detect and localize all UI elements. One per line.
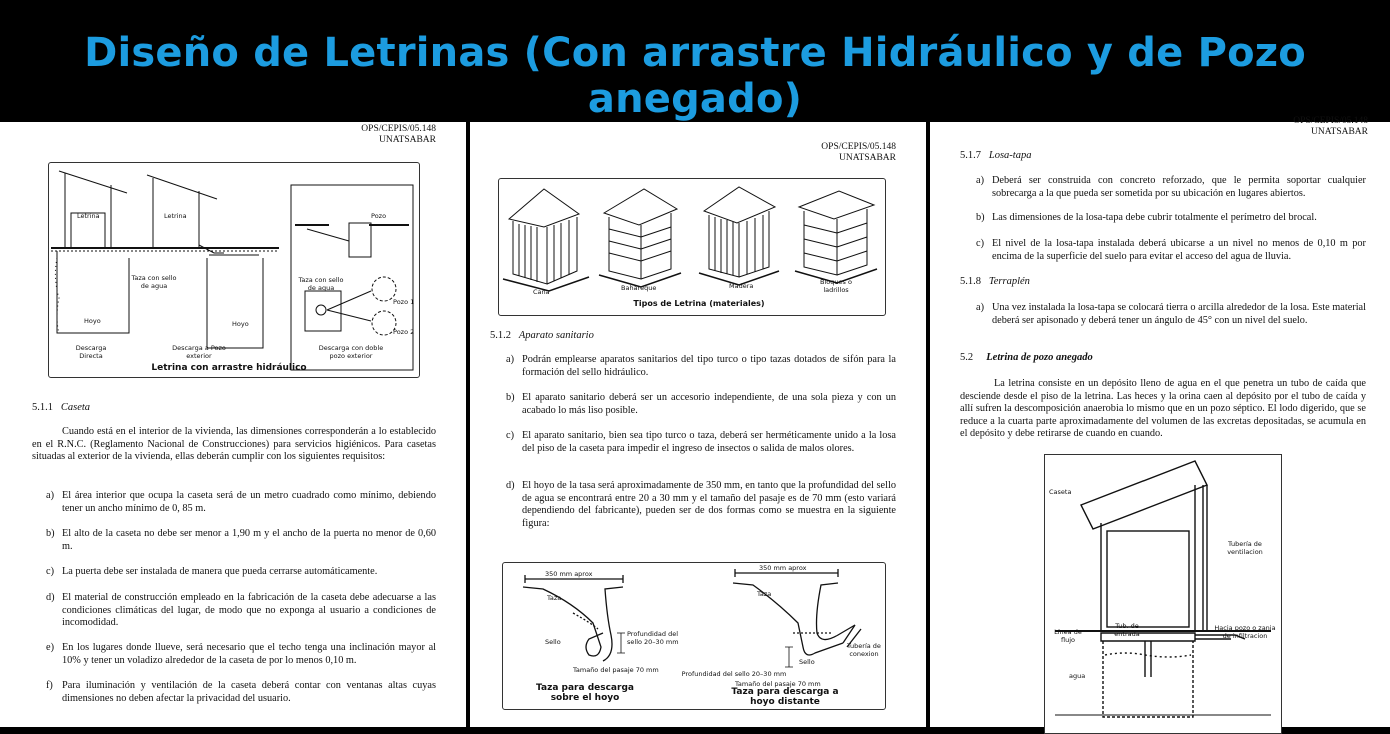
label-bahareque: Bahareque [621,284,657,292]
list-item: a) Podrán emplearse aparatos sanitarios del tipo turco o tipo tazas dotados de sifón para la formación del sello hidráulico. [506,354,896,378]
list-item: d) El material de construcción empleado en la fabricación de la caseta debe adecuarse a las condiciones climáticas del lugar, de modo que no exponga al usuario a condiciones de incomodidad. [46,592,436,629]
label-pozo: Pozo [371,212,387,220]
label-pasaje-1: Tamaño del pasaje 70 mm [573,666,659,674]
label-descarga-directa: Descarga Directa [75,344,107,360]
section-heading-losa: 5.1.7 Losa-tapa [960,150,1032,161]
flooded-pit-drawing [1045,455,1281,733]
label-caseta: Caseta [1049,488,1072,496]
caption-taza-hoyo: Taza para descarga sobre el hoyo [536,683,634,703]
figure-caption: Tipos de Letrina (materiales) [633,299,765,308]
label-bloques: Bloques o ladrillos [820,278,852,294]
document-page-3 [930,116,1390,727]
list-item: c) La puerta debe ser instalada de manera que pueda cerrarse automáticamente. [46,566,378,577]
list-item: b) Las dimensiones de la losa-tapa debe cubrir totalmente el perímetro del brocal. [976,212,1317,223]
list-item: c) El nivel de la losa-tapa instalada deberá ubicarse a un nivel no menos de 0,10 m por encima de la superficie del suelo para evitar el acceso del agua de lluvia. [976,238,1366,262]
label-profundidad-2: Profundidad del sello 20–30 mm [681,670,787,678]
label-descarga-pozo: Descarga a Pozo exterior [172,344,226,360]
label-taza-2: Taza [757,590,772,598]
label-sello-2: Sello [799,658,815,666]
label-descarga-doble: Descarga con doble pozo exterior [318,344,384,360]
label-taza-sello: Taza con sello de agua [131,274,177,290]
label-cana: Caña [533,288,550,296]
label-sello-1: Sello [545,638,561,646]
label-hacia-pozo: Hacia pozo o zanja de infiltracion [1214,624,1276,640]
section-heading-terraplen: 5.1.8 Terraplén [960,276,1030,287]
document-page-1 [0,122,466,727]
label-profundidad-1: Profundidad del sello 20–30 mm [627,630,679,646]
label-letrina-1: Letrina [77,212,100,220]
toilet-bowl-figure [502,562,886,710]
pozo-anegado-paragraph: La letrina consiste en un depósito lleno de agua en el que penetra un tubo de caída que desciende desde el piso de la letrina. Las heces y la orina caen al depósito por el tubo de caída y allí sufren la descomposición anaerobia lo mismo que en un pozo séptico. El lodo digerido, que se reduce a la cuarta parte aproximadamente del volumen de las excretas depositadas, se acumula en el depósito y debe retirarse de cuando en cuando. [960,378,1366,440]
label-linea-flujo: Línea de flujo [1054,628,1082,644]
flooded-pit-figure [1044,454,1282,734]
list-item: a) Deberá ser construida con concreto reforzado, que le permita soportar cualquier sobrecarga a la que pueda ser sometida por su ubicación en lugares abiertos. [976,175,1366,199]
section-heading-aparato: 5.1.2 Aparato sanitario [490,330,594,341]
intro-paragraph: Cuando está en el interior de la vivienda, las dimensiones corresponderán a lo establecido en el R.N.C. (Reglamento Nacional de Construcciones) para servicios higiénicos. Para casetas situadas al exterior de la vivienda, ellas deberán cumplir con los siguientes requisitos: [32,426,436,463]
label-pozo-2: Pozo 2 [393,328,415,336]
document-page-2 [470,122,926,727]
label-madera: Madera [729,282,754,290]
label-pasaje-2: Tamaño del pasaje 70 mm [735,680,821,688]
label-pozo-1: Pozo 1 [393,298,415,306]
label-letrina-2: Letrina [164,212,187,220]
list-item: a) El área interior que ocupa la caseta será de un metro cuadrado como mínimo, debiendo tener un ancho mínimo de 0, 85 m. [46,490,436,514]
page-header: OPS/CEPIS/05.148 UNATSABAR [361,124,436,145]
page-header: OPS/CEPIS/05.148 UNATSABAR [821,142,896,163]
label-tub-entrada: Tub. de entrada [1114,622,1140,638]
caption-taza-distante: Taza para descarga a hoyo distante [731,687,839,707]
page-header: OPS/CEPIS/05.148 UNATSABAR [1293,116,1368,137]
label-tuberia: Tubería de conexion [847,642,881,658]
label-hoyo-2: Hoyo [232,320,249,328]
latrine-materials-drawing [499,179,885,315]
label-taza-sello-2: Taza con sello de agua [298,276,344,292]
list-item: c) El aparato sanitario, bien sea tipo turco o taza, deberá ser herméticamente unido a la losa del piso de la caseta para impedir el ingreso de insectos o salida de malos olores. [506,430,896,454]
list-item: d) El hoyo de la tasa será aproximadamente de 350 mm, en tanto que la profundidad del sello de agua se encontrará entre 20 a 30 mm y el tamaño del pasaje es de 70 mm (esto variará dependiendo del fabricante), pueden ser de dos formas como se muestra en la siguiente figura: [506,480,896,529]
latrine-materials-figure [498,178,886,316]
label-hoyo-1: Hoyo [84,317,101,325]
label-dim-2: 350 mm aprox [759,564,807,572]
label-agua: agua [1069,672,1086,680]
list-item: a) Una vez instalada la losa-tapa se colocará tierra o arcilla alrededor de la losa. Este material deberá ser apisonado y deberá tener un ángulo de 45° con un nivel del suelo. [976,302,1366,326]
label-tuberia-ventilacion: Tubería de ventilacion [1227,540,1263,556]
list-item: f) Para iluminación y ventilación de la caseta deberá contar con ventanas altas cuyas dimensiones no deben afectar la privacidad del usuario. [46,680,436,704]
hydraulic-latrine-figure [48,162,420,378]
list-item: b) El alto de la caseta no debe ser menor a 1,90 m y el ancho de la puerta no menor de 0,60 m. [46,528,436,552]
section-heading-caseta: 5.1.1 Caseta [32,402,91,413]
label-dim-1: 350 mm aprox [545,570,593,578]
label-taza-1: Taza [547,594,562,602]
list-item: b) El aparato sanitario deberá ser un accesorio independiente, de una sola pieza y con un acabado lo más liso posible. [506,392,896,416]
list-item: e) En los lugares donde llueve, será necesario que el techo tenga una inclinación mayor al 10% y tener un voladizo alrededor de la caseta de por lo menos 0,10 m. [46,642,436,666]
figure-caption: Letrina con arrastre hidráulico [151,363,307,373]
section-heading-pozo-anegado: 5.2 Letrina de pozo anegado [960,352,1093,363]
slide-title: Diseño de Letrinas (Con arrastre Hidráulico y de Pozo anegado) [84,30,1306,122]
